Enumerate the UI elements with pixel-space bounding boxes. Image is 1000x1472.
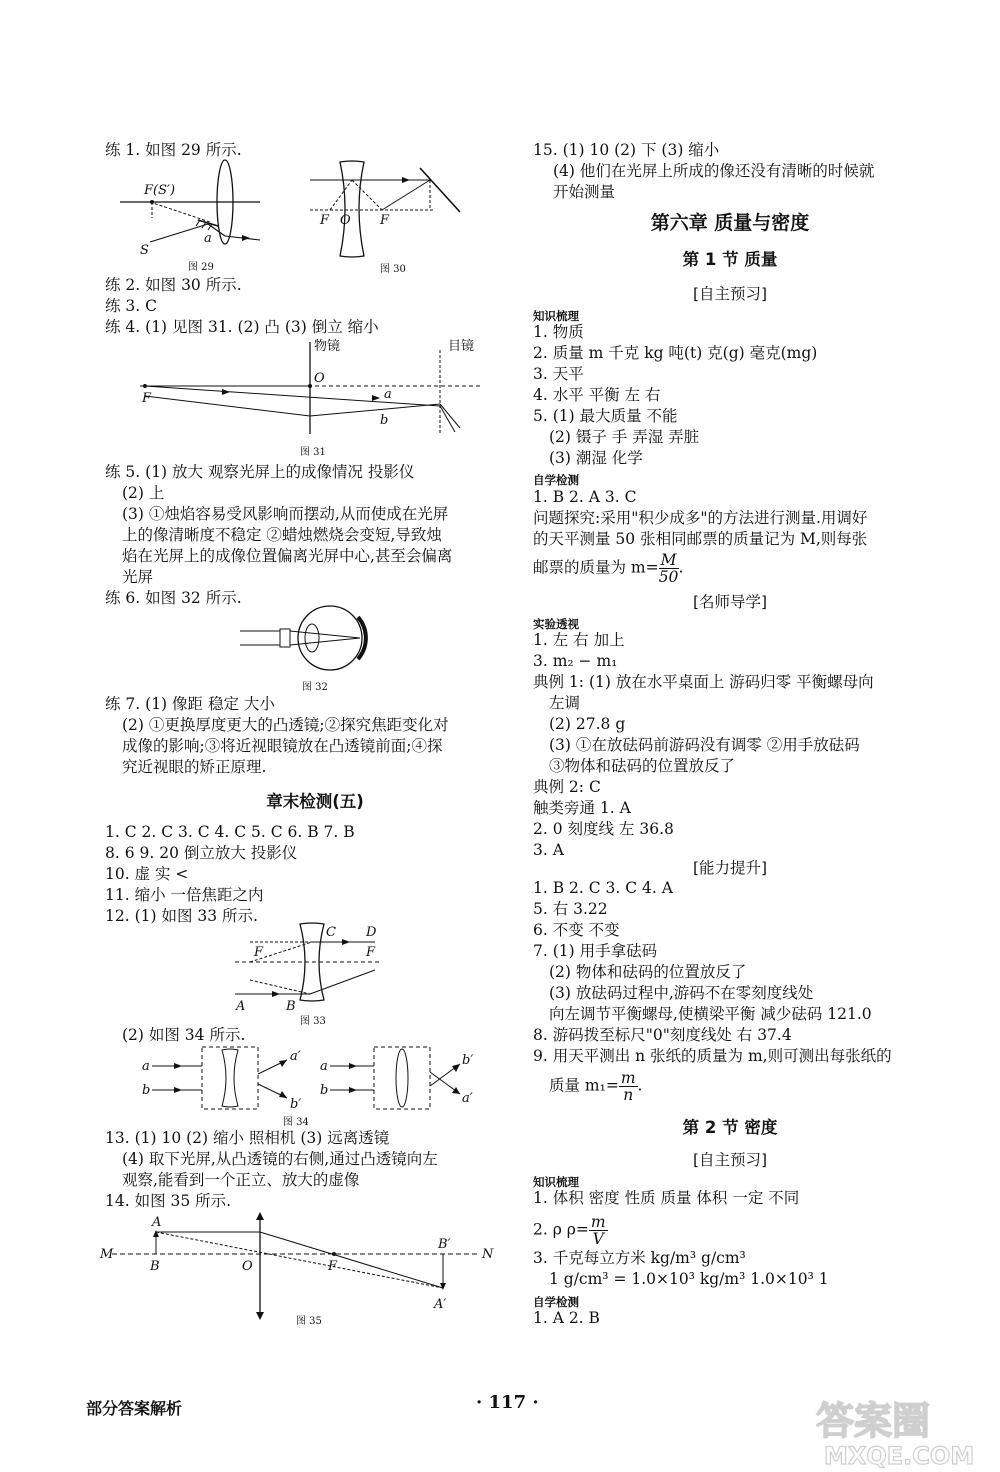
subsection-heading: [自主预习] xyxy=(692,1151,768,1169)
svg-text:A′: A′ xyxy=(434,1297,447,1312)
answer-line: 5. 右 3.22 xyxy=(533,900,608,918)
chapter-title: 第六章 质量与密度 xyxy=(650,212,810,234)
fraction-numerator: m xyxy=(620,1069,636,1087)
answer-line: (3) ①烛焰容易受风影响而摆动,从而使成在光屏 xyxy=(122,505,449,523)
svg-text:b: b xyxy=(142,1083,151,1098)
fraction-denominator: V xyxy=(592,1230,604,1248)
svg-text:F: F xyxy=(328,1259,338,1274)
figure-30 xyxy=(310,160,470,260)
footer-title: 部分答案解析 xyxy=(86,1399,183,1418)
answer-line: 3. A xyxy=(533,841,564,859)
fraction xyxy=(589,1214,608,1247)
answer-line: (2) 如图 34 所示. xyxy=(122,1026,246,1044)
svg-text:O: O xyxy=(314,371,325,386)
answer-line xyxy=(533,1214,608,1247)
answer-line: (2) 上 xyxy=(122,484,165,502)
answer-line: 4. 水平 平衡 左 右 xyxy=(533,386,661,404)
svg-text:O: O xyxy=(242,1259,253,1274)
svg-text:A: A xyxy=(152,1215,162,1230)
section-title: 第 2 节 密度 xyxy=(682,1118,778,1137)
fraction-denominator: n xyxy=(623,1086,634,1104)
block-label: 知识梳理 xyxy=(533,309,579,323)
answer-line: 1. 物质 xyxy=(533,323,584,341)
figure-caption: 图 30 xyxy=(380,264,406,275)
answer-line: ③物体和砝码的位置放反了 xyxy=(549,757,736,775)
answer-line: 触类旁通 1. A xyxy=(533,799,631,817)
svg-text:a: a xyxy=(384,387,392,402)
answer-line: 练 6. 如图 32 所示. xyxy=(105,589,242,607)
answer-line: (2) ①更换厚度更大的凸透镜;②探究焦距变化对 xyxy=(122,716,449,734)
answer-line: 成像的影响;③将近视眼镜放在凸透镜前面;④探 xyxy=(122,737,443,755)
answer-line: 3. m₂ − m₁ xyxy=(533,652,618,670)
answer-line: 上的像清晰度不稳定 ②蜡烛燃烧会变短,导致烛 xyxy=(122,526,442,544)
answer-line: 练 3. C xyxy=(105,297,158,315)
answer-line: 6. 不变 不变 xyxy=(533,921,620,939)
svg-text:F: F xyxy=(380,213,390,228)
answer-line: 8. 游码拨至标尺"0"刻度线处 右 37.4 xyxy=(533,1026,792,1044)
block-label: 自学检测 xyxy=(533,1295,579,1309)
figure-33 xyxy=(230,922,390,1012)
answer-line: 观察,能看到一个正立、放大的虚像 xyxy=(122,1171,360,1189)
svg-text:N: N xyxy=(482,1247,494,1262)
answer-line: 7. (1) 用手拿砝码 xyxy=(533,942,658,960)
figure-29 xyxy=(110,158,270,268)
answer-line: 究近视眼的矫正原理. xyxy=(122,758,267,776)
subsection-heading: [能力提升] xyxy=(692,859,768,877)
answer-line: 开始测量 xyxy=(553,183,616,201)
answer-line: (2) 镊子 手 弄湿 弄脏 xyxy=(549,428,700,446)
answer-line: 1. 左 右 加上 xyxy=(533,631,625,649)
svg-text:a: a xyxy=(320,1059,328,1074)
figure-caption: 图 31 xyxy=(300,447,326,458)
svg-text:A: A xyxy=(236,999,246,1014)
answer-line: 练 1. 如图 29 所示. xyxy=(105,141,242,159)
answer-line: 5. (1) 最大质量 不能 xyxy=(533,407,678,425)
answer-line: (4) 他们在光屏上所成的像还没有清晰的时候就 xyxy=(553,162,875,180)
answer-line: 11. 缩小 一倍焦距之内 xyxy=(105,886,264,904)
answer-line: 1. 体积 密度 性质 质量 体积 一定 不同 xyxy=(533,1189,800,1207)
svg-text:B: B xyxy=(286,999,296,1014)
watermark-logo xyxy=(808,1392,988,1470)
answer-line: 1. B 2. A 3. C xyxy=(533,488,637,506)
subsection-heading: [自主预习] xyxy=(692,285,768,303)
answer-line: 14. 如图 35 所示. xyxy=(105,1192,232,1210)
fraction-numerator: M xyxy=(660,551,677,569)
figure-35 xyxy=(98,1212,508,1322)
figure-31 xyxy=(130,338,490,438)
answer-line: (2) 27.8 g xyxy=(549,715,626,733)
subsection-heading: [名师导学] xyxy=(692,593,768,611)
answer-line: 1 g/cm³ = 1.0×10³ kg/m³ 1.0×10³ 1 xyxy=(549,1270,829,1288)
block-label: 知识梳理 xyxy=(533,1175,579,1189)
answer-line: 的天平测量 50 张相同邮票的质量记为 M,则每张 xyxy=(533,530,868,548)
answer-line: 典例 1: (1) 放在水平桌面上 游码归零 平衡螺母向 xyxy=(533,673,874,691)
svg-text:b′: b′ xyxy=(290,1097,302,1112)
figure-caption: 图 29 xyxy=(188,262,214,273)
svg-text:b: b xyxy=(320,1083,329,1098)
answer-line: (3) 放砝码过程中,游码不在零刻度线处 xyxy=(549,984,814,1002)
answer-line: 练 5. (1) 放大 观察光屏上的成像情况 投影仪 xyxy=(105,463,415,481)
svg-text:a: a xyxy=(142,1059,150,1074)
figure-caption: 图 32 xyxy=(302,682,328,693)
svg-text:O: O xyxy=(340,213,351,228)
svg-text:a′: a′ xyxy=(290,1049,301,1064)
page-number: · 117 · xyxy=(476,1392,539,1413)
svg-text:b′: b′ xyxy=(462,1053,474,1068)
answer-line: 练 4. (1) 见图 31. (2) 凸 (3) 倒立 缩小 xyxy=(105,318,379,336)
answer-line: 3. 天平 xyxy=(533,365,584,383)
answer-text: 2. ρ ρ= xyxy=(533,1220,589,1239)
svg-text:F: F xyxy=(142,391,152,406)
svg-text:a: a xyxy=(204,231,212,246)
answer-line: 练 2. 如图 30 所示. xyxy=(105,276,242,294)
block-label: 实验透视 xyxy=(533,617,579,631)
answer-line: (4) 取下光屏,从凸透镜的右侧,通过凸透镜向左 xyxy=(122,1150,438,1168)
answer-line: 15. (1) 10 (2) 下 (3) 缩小 xyxy=(533,141,720,159)
svg-text:M: M xyxy=(100,1247,114,1262)
answer-line: (3) 潮湿 化学 xyxy=(549,449,643,467)
answer-line: 焰在光屏上的成像位置偏离光屏中心,甚至会偏离 xyxy=(122,547,453,565)
answer-line: 1. A 2. B xyxy=(533,1309,600,1327)
svg-text:S: S xyxy=(140,243,149,258)
answer-line: 12. (1) 如图 33 所示. xyxy=(105,907,258,925)
answer-line: 8. 6 9. 20 倒立放大 投影仪 xyxy=(105,844,298,862)
answer-line: 1. C 2. C 3. C 4. C 5. C 6. B 7. B xyxy=(105,823,355,841)
figure-caption: 图 33 xyxy=(300,1016,326,1027)
block-label: 自学检测 xyxy=(533,473,579,487)
svg-text:C: C xyxy=(326,925,336,940)
answer-line: 光屏 xyxy=(122,568,154,586)
answer-line: 2. 0 刻度线 左 36.8 xyxy=(533,820,674,838)
answer-line: 1. B 2. C 3. C 4. A xyxy=(533,879,673,897)
answer-line: 13. (1) 10 (2) 缩小 照相机 (3) 远离透镜 xyxy=(105,1129,390,1147)
answer-text: 邮票的质量为 m= xyxy=(533,558,659,577)
fraction xyxy=(619,1070,638,1103)
svg-text:MXQE.COM: MXQE.COM xyxy=(824,1442,975,1470)
section-heading: 章末检测(五) xyxy=(266,792,364,811)
svg-text:答案圈: 答案圈 xyxy=(816,1399,931,1443)
svg-text:a′: a′ xyxy=(462,1091,473,1106)
fraction-numerator: m xyxy=(590,1213,606,1231)
fraction-denominator: 50 xyxy=(658,568,679,586)
answer-line: (3) ①在放砝码前游码没有调零 ②用手放砝码 xyxy=(549,736,860,754)
answer-line: 3. 千克每立方米 kg/m³ g/cm³ xyxy=(533,1249,746,1267)
answer-line: 2. 质量 m 千克 kg 吨(t) 克(g) 毫克(mg) xyxy=(533,344,818,362)
figure-34 xyxy=(142,1044,492,1114)
answer-line: 邮票的质量为 m= $\frac{M}{50}$ . xyxy=(533,551,684,586)
answer-line: (2) 物体和砝码的位置放反了 xyxy=(549,963,747,981)
svg-text:B: B xyxy=(150,1259,160,1274)
answer-line: 左调 xyxy=(549,694,581,712)
figure-32 xyxy=(240,605,380,675)
figure-caption: 图 35 xyxy=(296,1316,322,1327)
answer-line: 向左调节平衡螺母,使横梁平衡 减少砝码 121.0 xyxy=(549,1005,872,1023)
answer-line: 10. 虚 实 < xyxy=(105,865,189,883)
svg-text:目镜: 目镜 xyxy=(448,339,475,354)
svg-text:F(S′): F(S′) xyxy=(144,183,176,198)
answer-line: 9. 用天平测出 n 张纸的质量为 m,则可测出每张纸的 xyxy=(533,1047,892,1065)
answer-line: 典例 2: C xyxy=(533,778,601,796)
svg-text:F: F xyxy=(366,945,376,960)
answer-text: 质量 m₁= xyxy=(549,1076,619,1095)
section-title: 第 1 节 质量 xyxy=(682,250,778,269)
answer-line: 练 7. (1) 像距 稳定 大小 xyxy=(105,695,275,713)
fraction xyxy=(659,552,679,585)
figure-caption: 图 34 xyxy=(283,1117,309,1128)
answer-line: 问题探究:采用"积少成多"的方法进行测量.用调好 xyxy=(533,509,868,527)
svg-text:F: F xyxy=(254,945,264,960)
answer-line: 质量 m₁= $\frac{m}{n}$ . xyxy=(549,1069,643,1104)
svg-text:b: b xyxy=(380,413,389,428)
svg-text:B′: B′ xyxy=(438,1237,451,1252)
svg-text:D: D xyxy=(366,925,377,940)
svg-text:物镜: 物镜 xyxy=(314,339,341,354)
svg-text:F: F xyxy=(320,213,330,228)
